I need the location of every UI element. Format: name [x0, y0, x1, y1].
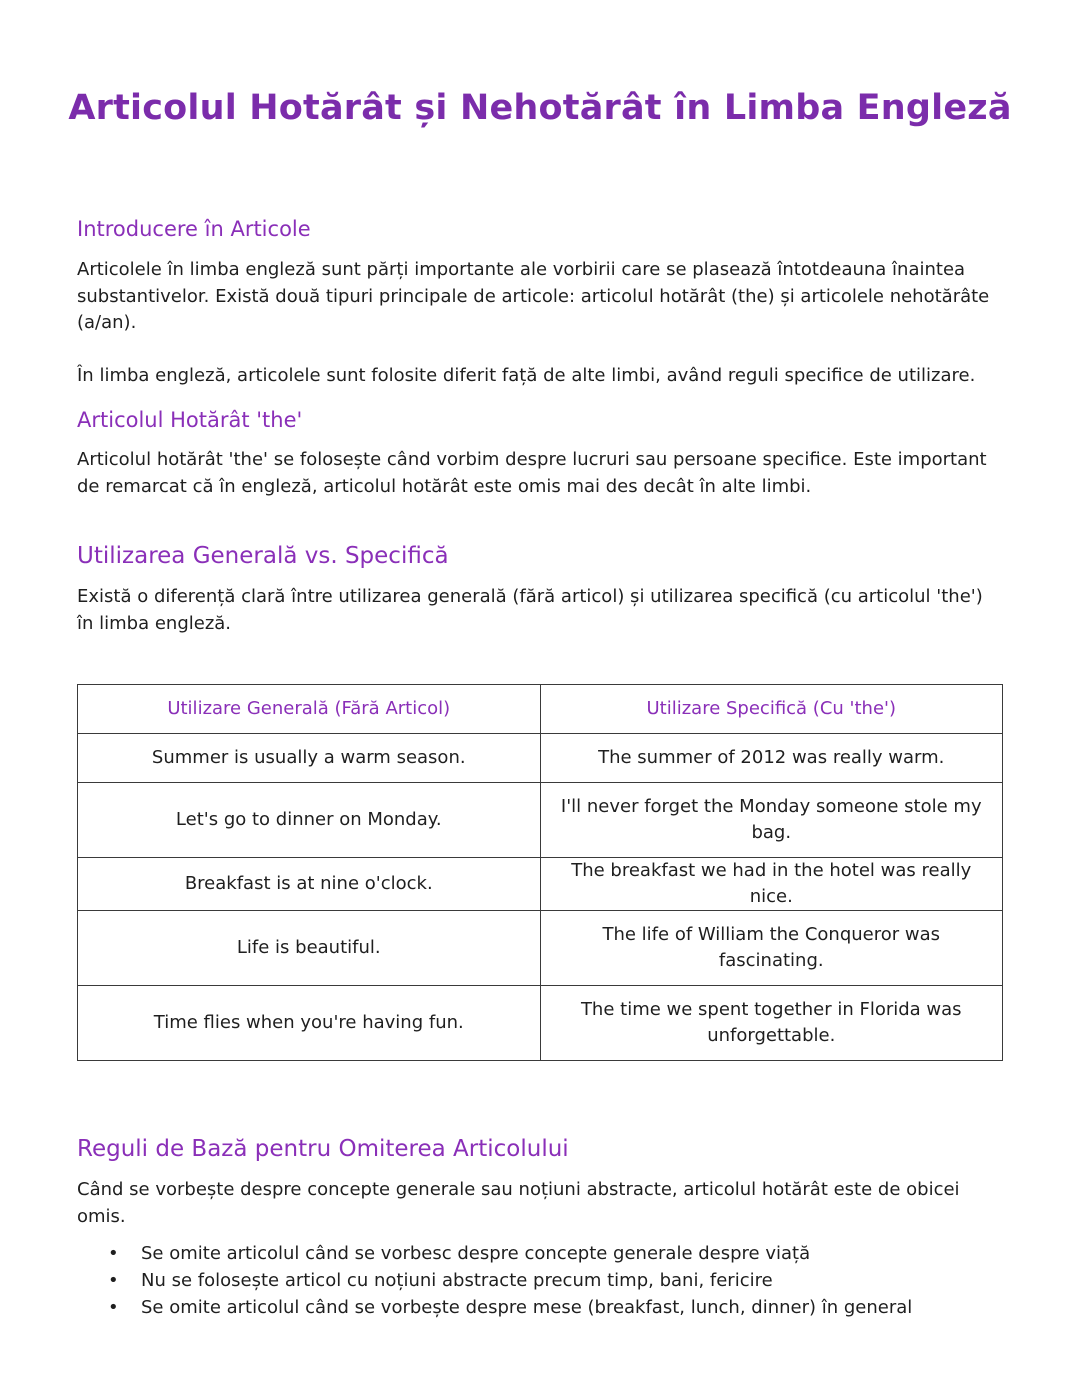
intro-paragraph-1: Articolele în limba engleză sunt părți importante ale vorbirii care se plasează întotdeauna înaintea substantivelor. Există două tipuri principale de articole: articolul hotărât (the) și articolele nehotărâte (a/an). [77, 259, 990, 333]
table-cell-specific: The time we spent together in Florida was unforgettable. [540, 986, 1003, 1061]
table-row [78, 783, 1003, 858]
table-header-specific: Utilizare Specifică (Cu 'the') [540, 685, 1003, 734]
bullet-icon: • [108, 1243, 119, 1264]
rules-paragraph: Când se vorbește despre concepte generale sau noțiuni abstracte, articolul hotărât este de obicei omis. [77, 1179, 960, 1227]
rules-list [105, 1240, 912, 1321]
list-item-text: Se omite articolul când se vorbesc despre concepte generale despre viață [141, 1243, 811, 1264]
section-heading-usage: Utilizarea Generală vs. Specifică [77, 543, 449, 569]
table-cell-general: Life is beautiful. [78, 911, 541, 986]
table-cell-specific: The summer of 2012 was really warm. [540, 734, 1003, 783]
table-cell-general: Time flies when you're having fun. [78, 986, 541, 1061]
section-heading-rules: Reguli de Bază pentru Omiterea Articolului [77, 1136, 569, 1162]
comparison-table [77, 684, 1003, 1061]
list-item-text: Nu se folosește articol cu noțiuni abstracte precum timp, bani, fericire [141, 1270, 773, 1291]
table-cell-general: Summer is usually a warm season. [78, 734, 541, 783]
list-item [105, 1294, 912, 1321]
table-cell-general: Let's go to dinner on Monday. [78, 783, 541, 858]
table-cell-specific: The breakfast we had in the hotel was really nice. [540, 858, 1003, 911]
bullet-icon: • [108, 1270, 119, 1291]
list-item-text: Se omite articolul când se vorbește despre mese (breakfast, lunch, dinner) în general [141, 1297, 913, 1318]
section-heading-intro: Introducere în Articole [77, 217, 311, 241]
list-item [105, 1240, 912, 1267]
table-row [78, 858, 1003, 911]
table-header-general: Utilizare Generală (Fără Articol) [78, 685, 541, 734]
table-row [78, 911, 1003, 986]
bullet-icon: • [108, 1297, 119, 1318]
table-cell-general: Breakfast is at nine o'clock. [78, 858, 541, 911]
page-title: Articolul Hotărât și Nehotărât în Limba Engleză [68, 88, 1012, 128]
table-cell-specific: I'll never forget the Monday someone stole my bag. [540, 783, 1003, 858]
list-item [105, 1267, 912, 1294]
usage-paragraph: Există o diferență clară între utilizarea generală (fără articol) și utilizarea specifică (cu articolul 'the') în limba engleză. [77, 586, 983, 634]
section-heading-definite: Articolul Hotărât 'the' [77, 408, 303, 432]
table-row [78, 986, 1003, 1061]
table-cell-specific: The life of William the Conqueror was fascinating. [540, 911, 1003, 986]
table-header-row [78, 685, 1003, 734]
definite-paragraph: Articolul hotărât 'the' se folosește când vorbim despre lucruri sau persoane specifice. Este important de remarcat că în engleză, articolul hotărât este omis mai des decât în alte limbi. [77, 449, 987, 497]
intro-paragraph-2: În limba engleză, articolele sunt folosite diferit față de alte limbi, având reguli specifice de utilizare. [77, 365, 976, 386]
table-row [78, 734, 1003, 783]
